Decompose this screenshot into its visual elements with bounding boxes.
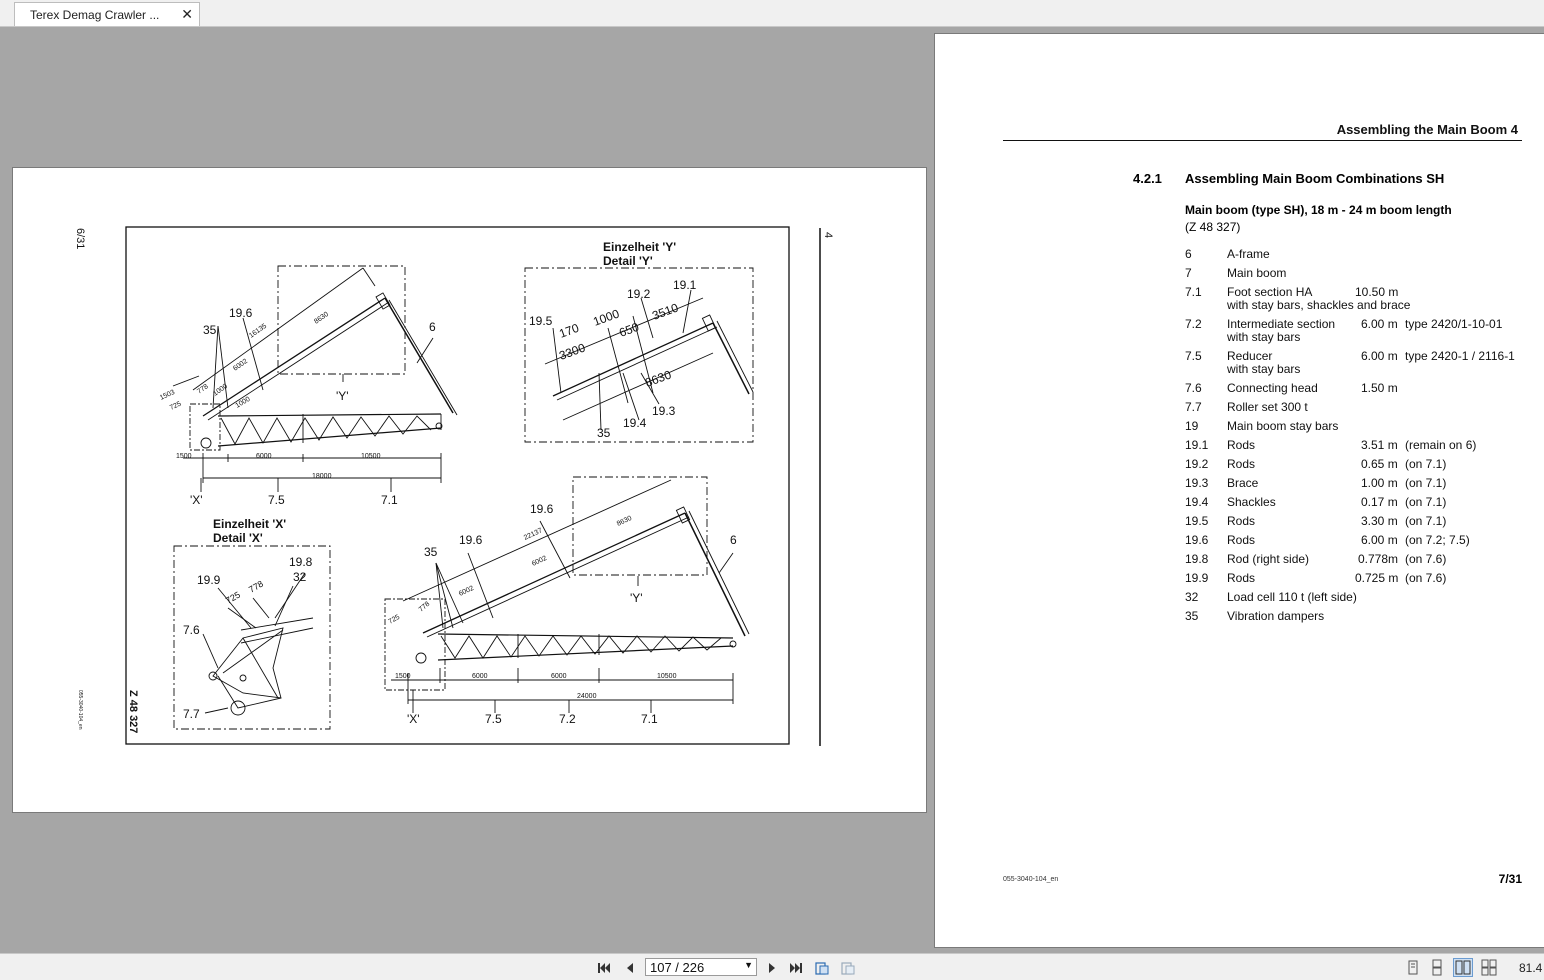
svg-text:10500: 10500 [657, 673, 677, 680]
svg-text:19.1: 19.1 [673, 278, 697, 292]
detail-x-title: Einzelheit 'X' [213, 517, 287, 531]
boom-assembly-drawing [13, 168, 927, 813]
single-page-view-icon[interactable] [1404, 959, 1422, 976]
svg-text:19.5: 19.5 [529, 314, 553, 328]
section-number: 4.2.1 [1133, 171, 1162, 186]
navigation-bar [0, 953, 1544, 980]
tab-bar [0, 0, 1544, 27]
svg-text:18000: 18000 [312, 473, 332, 480]
svg-text:10500: 10500 [361, 453, 381, 460]
svg-text:1000: 1000 [212, 382, 229, 398]
label-7-1-top: 7.1 [381, 493, 398, 507]
svg-text:1000: 1000 [234, 395, 252, 410]
svg-text:778: 778 [247, 578, 266, 595]
previous-page-icon[interactable] [622, 960, 638, 976]
copy-page-icon[interactable] [840, 960, 856, 976]
svg-text:7.2: 7.2 [559, 712, 576, 726]
svg-text:650: 650 [617, 319, 641, 340]
svg-text:35: 35 [424, 545, 438, 559]
svg-text:6000: 6000 [472, 673, 488, 680]
detail-y-dims [557, 300, 680, 389]
continuous-view-icon[interactable] [1428, 959, 1446, 976]
svg-text:8630: 8630 [313, 310, 330, 326]
svg-text:1000: 1000 [591, 306, 622, 329]
zoom-level[interactable]: 81.4 [1519, 961, 1543, 975]
bottom-view-labels [407, 502, 737, 726]
drawing-reference: (Z 48 327) [1185, 220, 1241, 234]
page-right: Assembling the Main Boom 4 4.2.1 Assembling Main Boom Combinations SH Main boom (type SH), 18 m - 24 m boom length (Z 48 327) 6 A-frame 7 Main boom 7.1 Foot section HA 10.50 m with stay bars, shackles and brace 7.2 Intermediate section 6.00 m type 2420/1-10-01 with stay bars 7.5 Reducer 6.00 m type 2420-1 / 2116-1 with stay bars 7.6 Connecting head 1.50 m 7.7 Roller set 300 t 19 Main boom stay bars 19.1 Rods 3.51 m (remain on 6) 19.2 Rods 0.65 m (on 7.1) 19.3 Brace 1.00 m (on 7.1) 19.4 Shackles 0.17 m (on 7.1) 19.5 Rods 3.30 m (on 7.1) 19.6 Rods 6.00 m (on 7.2; 7.5) 19.8 Rod (right side) 0.778m (on 7.6) 19.9 Rods 0.725 m (on 7.6) 32 Load cell 110 t (left side) 35 Vibration dampers 055-3040-104_en 7/31 [934, 33, 1544, 948]
label-y-top: 'Y' [336, 389, 349, 403]
svg-text:1503: 1503 [158, 388, 176, 402]
left-chapter-mark: 4 [822, 232, 834, 239]
chevron-down-icon[interactable]: ▼ [744, 960, 753, 970]
document-tab[interactable] [14, 2, 200, 26]
label-19-6-top: 19.6 [229, 306, 253, 320]
left-footer-code: 055-3040-104_en [77, 690, 83, 730]
page-left [12, 167, 927, 813]
document-viewer[interactable] [0, 27, 1544, 953]
svg-text:778: 778 [417, 600, 432, 614]
svg-text:6002: 6002 [530, 554, 548, 568]
svg-text:3300: 3300 [557, 340, 588, 363]
close-icon[interactable]: ✕ [181, 6, 193, 22]
svg-text:19.9: 19.9 [197, 573, 221, 587]
last-page-icon[interactable] [788, 960, 804, 976]
page-number-value: 107 / 226 [650, 960, 705, 975]
svg-text:1500: 1500 [176, 453, 192, 460]
svg-text:16135: 16135 [248, 322, 269, 340]
label-x-top: 'X' [190, 493, 203, 507]
detail-y-title: Einzelheit 'Y' [603, 240, 677, 254]
svg-text:170: 170 [557, 320, 581, 341]
svg-text:7.5: 7.5 [485, 712, 502, 726]
svg-text:1500: 1500 [395, 673, 411, 680]
facing-continuous-view-icon[interactable] [1480, 959, 1498, 976]
top-view [173, 266, 457, 492]
header-rule [1003, 140, 1522, 141]
svg-text:8630: 8630 [615, 514, 633, 528]
svg-text:35: 35 [597, 426, 611, 440]
section-title: Assembling Main Boom Combinations SH [1185, 171, 1445, 186]
label-7-5-top: 7.5 [268, 493, 285, 507]
svg-text:3510: 3510 [650, 300, 681, 323]
svg-text:19.2: 19.2 [627, 287, 651, 301]
svg-text:725: 725 [168, 400, 183, 412]
subtitle: Main boom (type SH), 18 m - 24 m boom length [1185, 203, 1452, 217]
svg-text:19.3: 19.3 [652, 404, 676, 418]
bottom-view-drawing [385, 477, 749, 713]
svg-text:7.1: 7.1 [641, 712, 658, 726]
facing-view-icon[interactable] [1454, 959, 1472, 976]
page-number-input[interactable] [645, 958, 757, 976]
first-page-icon[interactable] [596, 960, 612, 976]
svg-text:6002: 6002 [457, 584, 475, 598]
svg-text:19.4: 19.4 [623, 416, 647, 430]
page-header: Assembling the Main Boom 4 [1336, 122, 1518, 137]
svg-text:'X': 'X' [407, 712, 420, 726]
svg-text:725: 725 [387, 613, 402, 626]
svg-text:6: 6 [730, 533, 737, 547]
detail-x-dims [224, 579, 265, 606]
svg-text:19.8: 19.8 [289, 555, 313, 569]
svg-text:725: 725 [224, 589, 243, 606]
svg-text:32: 32 [293, 570, 307, 584]
next-page-icon[interactable] [764, 960, 780, 976]
svg-text:7.6: 7.6 [183, 623, 200, 637]
svg-text:24000: 24000 [577, 693, 597, 700]
label-35-top: 35 [203, 323, 217, 337]
detail-y-subtitle: Detail 'Y' [603, 254, 653, 268]
tab-title: Terex Demag Crawler ... [30, 8, 160, 22]
svg-text:6002: 6002 [232, 357, 249, 373]
rotate-page-icon[interactable] [814, 960, 830, 976]
svg-text:8630: 8630 [643, 367, 674, 390]
svg-text:7.7: 7.7 [183, 707, 200, 721]
svg-text:22137: 22137 [522, 527, 544, 542]
svg-text:778: 778 [196, 383, 210, 396]
detail-x-labels [183, 555, 313, 721]
left-page-label: 6/31 [74, 228, 86, 250]
detail-x-subtitle: Detail 'X' [213, 531, 263, 545]
svg-text:19.6: 19.6 [459, 533, 483, 547]
svg-text:6000: 6000 [256, 453, 272, 460]
footer-code: 055-3040-104_en [1003, 876, 1059, 883]
svg-text:'Y': 'Y' [630, 591, 643, 605]
svg-text:19.6: 19.6 [530, 502, 554, 516]
label-6-top: 6 [429, 320, 436, 334]
drawing-ref: Z 48 327 [127, 690, 139, 734]
page-number: 7/31 [1498, 872, 1522, 886]
svg-text:6000: 6000 [551, 673, 567, 680]
